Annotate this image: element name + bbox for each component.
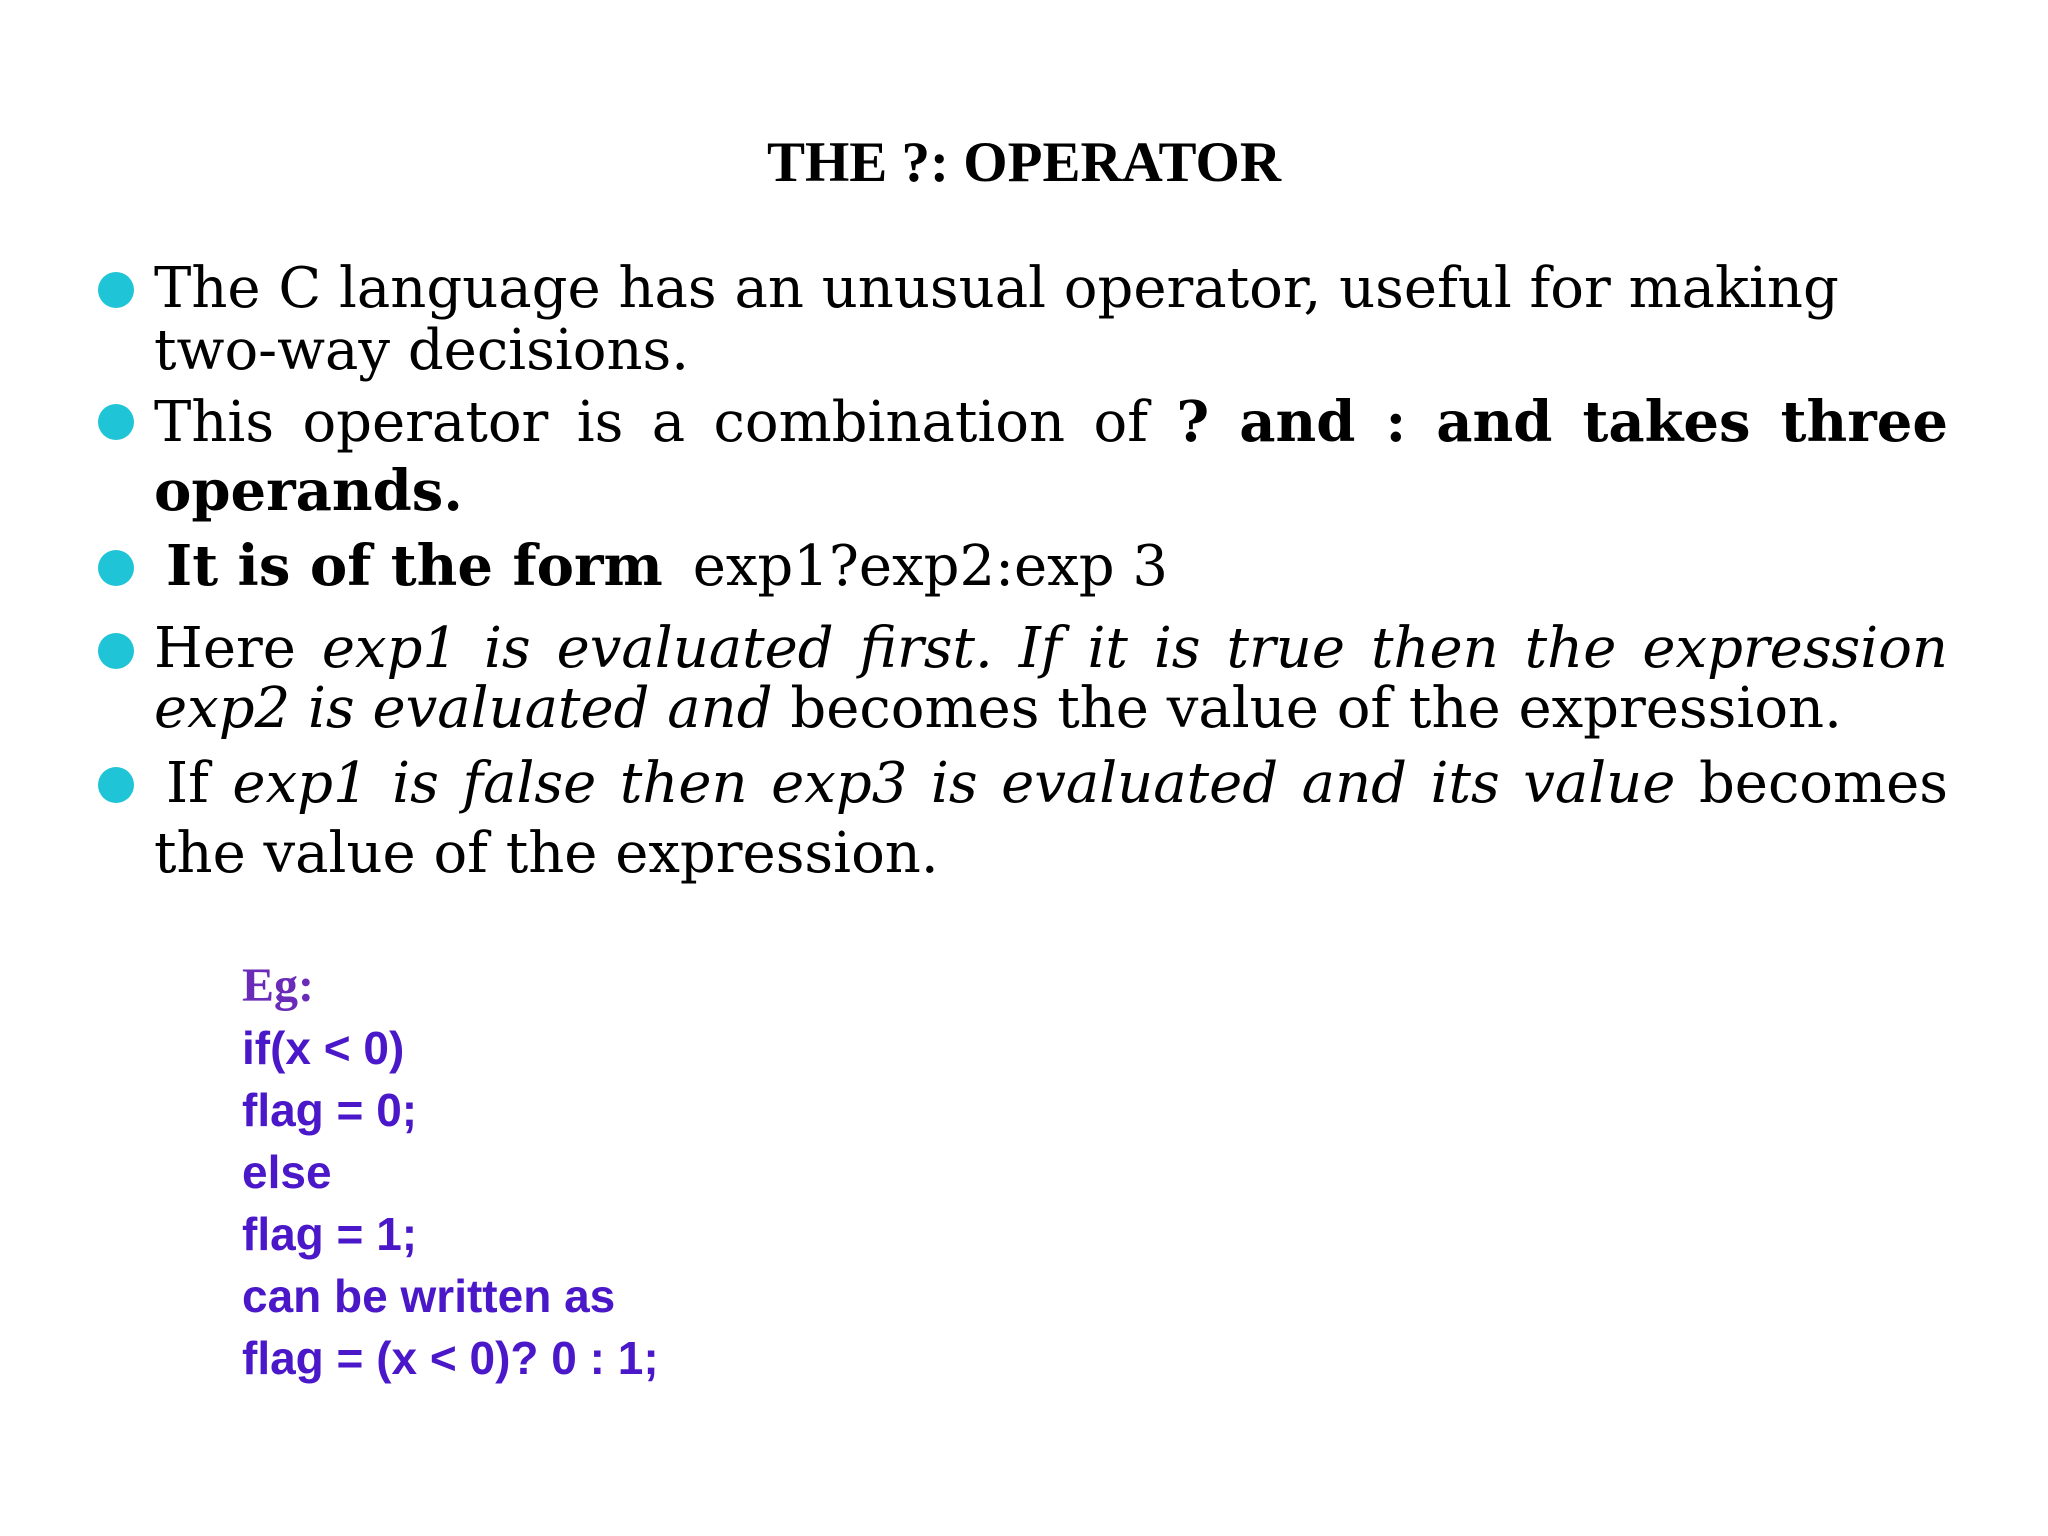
bullet-item-4 (98, 616, 1948, 741)
bullet-dot-icon (98, 404, 134, 440)
bullet-text-bold: ? and : and takes three operands. (154, 389, 1948, 524)
code-line: else (242, 1146, 332, 1198)
form-expression: exp1?exp2:exp 3 (692, 534, 1168, 599)
bullet-dot-icon (98, 767, 134, 803)
example-label: Eg: (242, 959, 314, 1012)
code-example (242, 955, 659, 1389)
bullet-text-bold: It is of the form (166, 533, 663, 599)
bullet-item-2 (98, 388, 1948, 526)
slide-title: THE ?: OPERATOR (766, 131, 1282, 194)
bullet-text-prefix: If (166, 751, 209, 816)
bullet-item-5 (98, 749, 1948, 889)
code-line: flag = 0; (242, 1084, 418, 1136)
bullet-item-3 (98, 532, 1948, 601)
code-line: flag = 1; (242, 1208, 418, 1260)
bullet-text-prefix: This operator is a combination of (154, 390, 1148, 455)
bullet-dot-icon (98, 272, 134, 308)
bullet-item-1 (98, 258, 1948, 382)
code-line: can be written as (242, 1270, 616, 1322)
code-line: flag = (x < 0)? 0 : 1; (242, 1332, 659, 1384)
bullet-dot-icon (98, 633, 134, 669)
code-line: if(x < 0) (242, 1022, 405, 1074)
bullet-text-prefix: Here (154, 616, 296, 681)
bullet-text-suffix: becomes the value of the expression. (790, 676, 1842, 741)
bullet-text-suffix: becomes the value of the expression. (154, 751, 1948, 886)
bullet-text-italic: exp1 is false then exp3 is evaluated and its value (232, 751, 1676, 816)
bullet-text-italic: exp1 is evaluated first. If it is true then the expression exp2 is evaluated and (154, 616, 1948, 741)
bullet-list (98, 258, 1948, 889)
bullet-text: The C language has an unusual operator, useful for making two-way decisions. (154, 256, 1839, 383)
bullet-dot-icon (98, 550, 134, 586)
